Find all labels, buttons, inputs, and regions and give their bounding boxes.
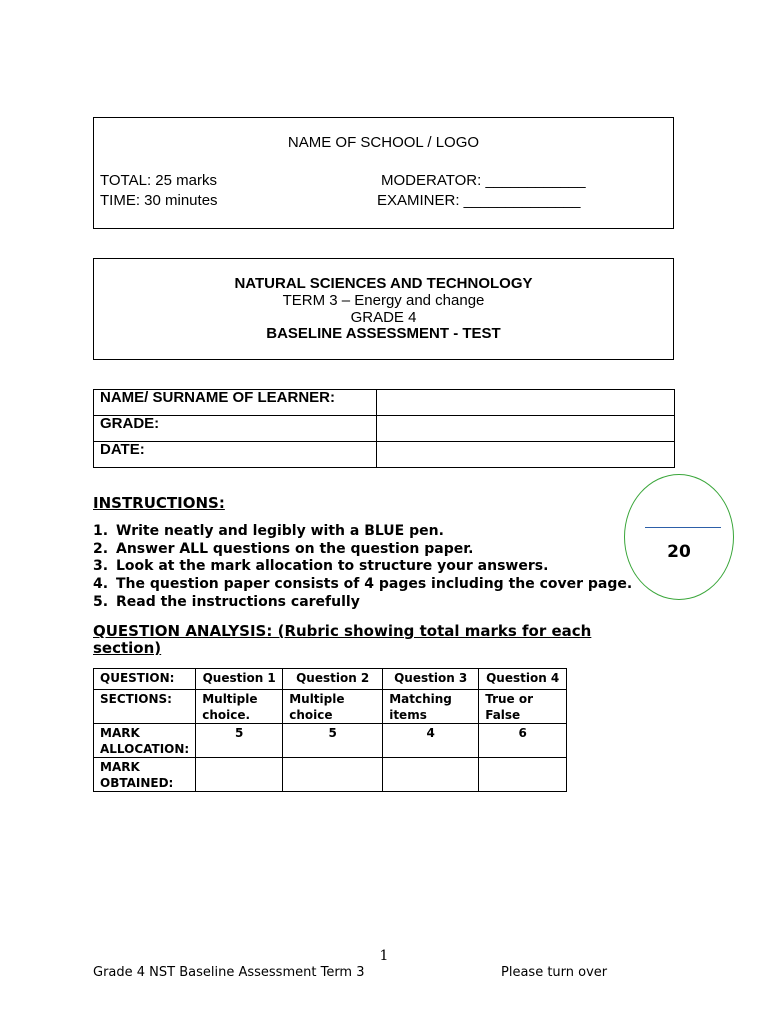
list-number: 5. [93,593,109,610]
subject-title: NATURAL SCIENCES AND TECHNOLOGY [234,275,533,292]
list-number: 1. [93,523,109,539]
date-label: DATE: [94,442,377,468]
table-row [94,416,675,442]
instructions-list [93,523,632,612]
section-cell: Multiple choice. [196,690,283,724]
question-header: Question 4 [479,669,567,690]
row-label-question: QUESTION: [94,669,196,690]
learner-details-table [93,389,675,468]
list-item [93,541,632,559]
list-number: 3. [93,558,109,575]
question-header: Question 1 [196,669,283,690]
list-item [93,594,632,612]
mark-obtained-input[interactable] [383,758,479,792]
table-row [94,690,567,724]
total-marks: TOTAL: 25 marks [100,172,217,189]
row-label-sections: SECTIONS: [94,690,196,724]
section-cell: True or False [479,690,567,724]
question-header: Question 3 [383,669,479,690]
table-row [94,669,567,690]
list-item [93,576,632,594]
score-obtained-line[interactable] [645,527,721,528]
school-name-logo: NAME OF SCHOOL / LOGO [287,134,480,151]
table-row [94,724,567,758]
subject-box [93,258,674,360]
date-input[interactable] [377,442,675,468]
page-number: 1 [379,948,389,964]
time-allowed: TIME: 30 minutes [100,192,218,209]
mark-obtained-input[interactable] [196,758,283,792]
table-row [94,390,675,416]
footer-turn-over: Please turn over [501,965,608,980]
school-header-box [93,117,674,229]
instruction-text: Answer ALL questions on the question paper. [116,540,474,557]
mark-allocation-cell: 6 [479,724,567,758]
table-row [94,442,675,468]
row-label-mark-allocation: MARK ALLOCATION: [94,724,196,758]
row-label-mark-obtained: MARK OBTAINED: [94,758,196,792]
learner-name-input[interactable] [377,390,675,416]
section-cell: Matching items [383,690,479,724]
mark-obtained-input[interactable] [283,758,383,792]
moderator-field: MODERATOR: ____________ [381,172,586,189]
list-item [93,523,632,541]
mark-allocation-cell: 5 [196,724,283,758]
mark-obtained-input[interactable] [479,758,567,792]
mark-allocation-cell: 5 [283,724,383,758]
section-cell: Multiple choice [283,690,383,724]
learner-grade-input[interactable] [377,416,675,442]
footer-document-title: Grade 4 NST Baseline Assessment Term 3 [93,965,365,980]
learner-grade-label: GRADE: [94,416,377,442]
instruction-text: The question paper consists of 4 pages including the cover page. [116,576,633,593]
table-row [94,758,567,792]
learner-name-label: NAME/ SURNAME OF LEARNER: [94,390,377,416]
question-analysis-table [93,668,567,792]
instruction-text: Write neatly and legibly with a BLUE pen. [116,523,444,539]
instruction-text: Read the instructions carefully [116,593,360,610]
list-item [93,558,632,576]
examiner-field: EXAMINER: ______________ [377,192,581,209]
grade-line: GRADE 4 [350,309,417,326]
question-analysis-heading: QUESTION ANALYSIS: (Rubric showing total marks for each section) [93,622,592,657]
instruction-text: Look at the mark allocation to structure your answers. [116,558,549,575]
instructions-heading: INSTRUCTIONS: [93,494,225,512]
question-header: Question 2 [283,669,383,690]
term-topic: TERM 3 – Energy and change [282,292,485,309]
list-number: 4. [93,576,109,593]
mark-allocation-cell: 4 [383,724,479,758]
list-number: 2. [93,540,109,557]
score-circle [624,474,734,600]
score-total: 20 [667,542,691,562]
assessment-type: BASELINE ASSESSMENT - TEST [266,325,501,342]
